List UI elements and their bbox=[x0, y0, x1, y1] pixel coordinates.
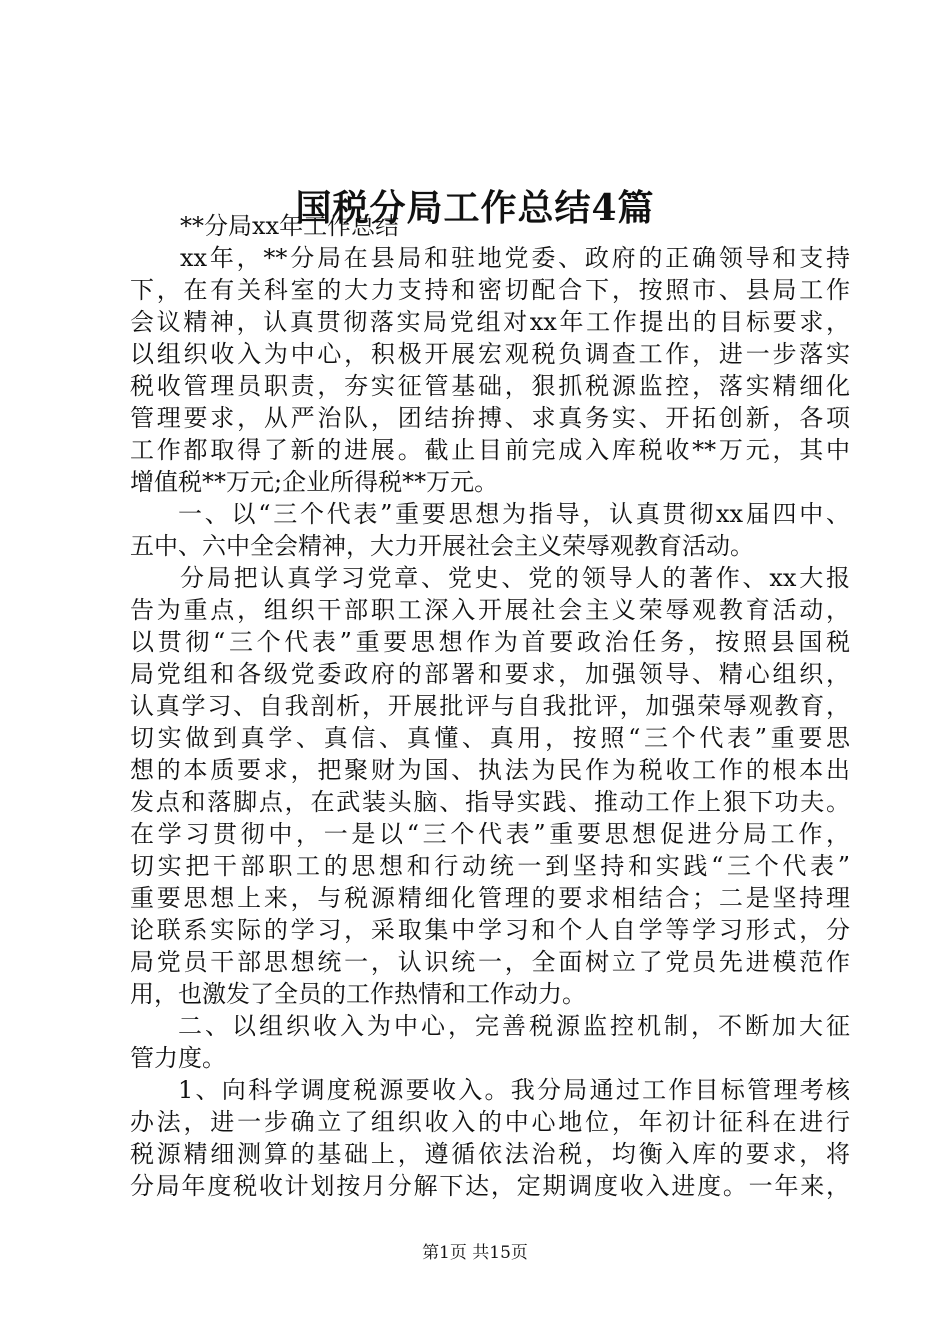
body-line: 切实做到真学、真信、真懂、真用，按照“三个代表”重要思 bbox=[130, 724, 850, 752]
section-heading-line: 一、以“三个代表”重要思想为指导，认真贯彻xx届四中、 bbox=[178, 500, 850, 528]
body-line: 办法，进一步确立了组织收入的中心地位，年初计征科在进行 bbox=[130, 1108, 850, 1136]
body-line: 分局年度税收计划按月分解下达，定期调度收入进度。一年来， bbox=[130, 1172, 850, 1200]
body-line: 切实把干部职工的思想和行动统一到坚持和实践“三个代表” bbox=[130, 852, 850, 880]
body-line: 想的本质要求，把聚财为国、执法为民作为税收工作的根本出 bbox=[130, 756, 850, 784]
body-line: 用，也激发了全员的工作热情和工作动力。 bbox=[130, 980, 586, 1008]
body-line: 以贯彻“三个代表”重要思想作为首要政治任务，按照县国税 bbox=[130, 628, 850, 656]
body-line: 税源精细测算的基础上，遵循依法治税，均衡入库的要求，将 bbox=[130, 1140, 850, 1168]
body-line: 增值税**万元;企业所得税**万元。 bbox=[130, 468, 499, 496]
body-line: 税收管理员职责，夯实征管基础，狠抓税源监控，落实精细化 bbox=[130, 372, 850, 400]
body-line: 会议精神，认真贯彻落实局党组对xx年工作提出的目标要求， bbox=[130, 308, 850, 336]
body-line: 论联系实际的学习，采取集中学习和个人自学等学习形式，分 bbox=[130, 916, 850, 944]
body-line: xx年，**分局在县局和驻地党委、政府的正确领导和支持 bbox=[180, 244, 850, 272]
body-line: 在学习贯彻中，一是以“三个代表”重要思想促进分局工作， bbox=[130, 820, 850, 848]
body-line: 管理要求，从严治队，团结拚搏、求真务实、开拓创新，各项 bbox=[130, 404, 850, 432]
body-line: 局党员干部思想统一，认识统一，全面树立了党员先进模范作 bbox=[130, 948, 850, 976]
body-line: 下，在有关科室的大力支持和密切配合下，按照市、县局工作 bbox=[130, 276, 850, 304]
body-line: 以组织收入为中心，积极开展宏观税负调查工作，进一步落实 bbox=[130, 340, 850, 368]
section-heading-line: 二、以组织收入为中心，完善税源监控机制，不断加大征 bbox=[178, 1012, 850, 1040]
body-line: 工作都取得了新的进展。截止目前完成入库税收**万元，其中 bbox=[130, 436, 850, 464]
body-line: 告为重点，组织干部职工深入开展社会主义荣辱观教育活动， bbox=[130, 596, 850, 624]
body-line: 认真学习、自我剖析，开展批评与自我批评，加强荣辱观教育， bbox=[130, 692, 850, 720]
body-line: 发点和落脚点，在武装头脑、指导实践、推动工作上狠下功夫。 bbox=[130, 788, 850, 816]
page-number-footer: 第1页 共15页 bbox=[422, 1243, 528, 1263]
body-line: 局党组和各级党委政府的部署和要求，加强领导、精心组织， bbox=[130, 660, 850, 688]
subtitle-line: **分局xx年工作总结 bbox=[180, 212, 400, 240]
body-line: 重要思想上来，与税源精细化管理的要求相结合；二是坚持理 bbox=[130, 884, 850, 912]
section-heading-line: 五中、六中全会精神，大力开展社会主义荣辱观教育活动。 bbox=[130, 532, 754, 560]
document-title: 国税分局工作总结4篇 bbox=[295, 187, 655, 229]
body-line: 分局把认真学习党章、党史、党的领导人的著作、xx大报 bbox=[180, 564, 850, 592]
section-heading-line: 管力度。 bbox=[130, 1044, 226, 1072]
body-line: 1、向科学调度税源要收入。我分局通过工作目标管理考核 bbox=[178, 1076, 850, 1104]
